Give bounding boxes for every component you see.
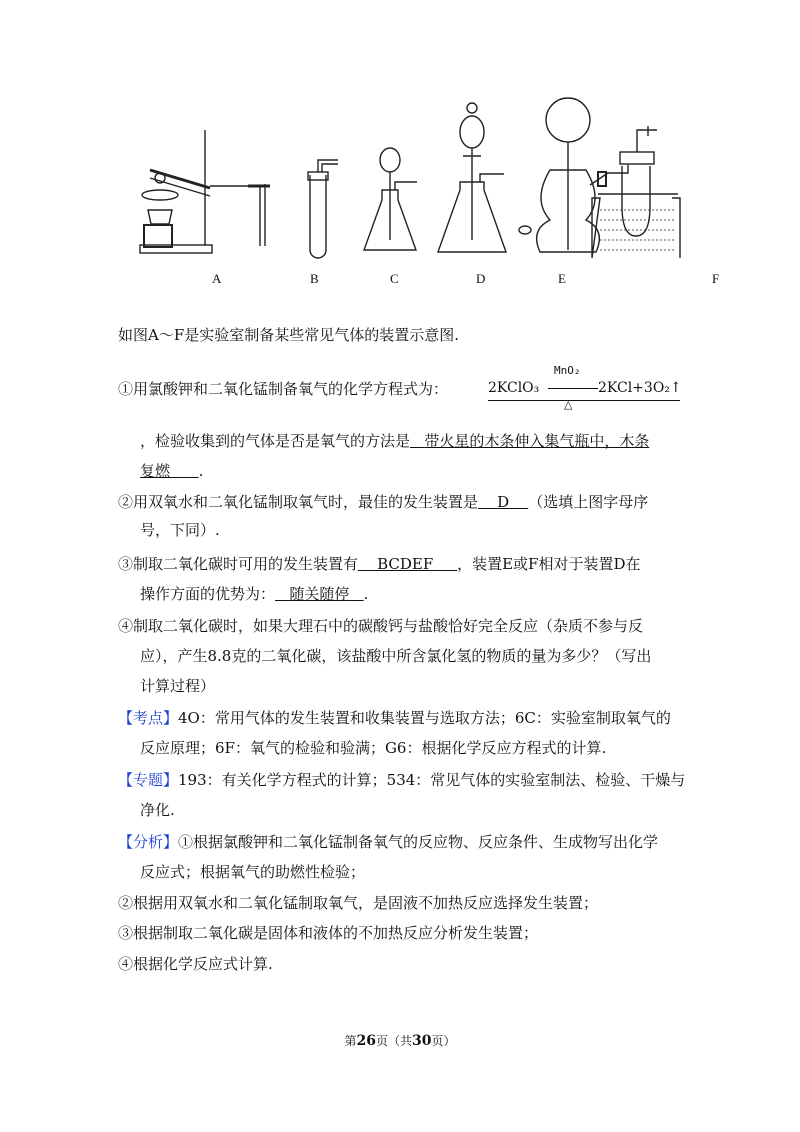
apparatus-f [592, 126, 680, 258]
eq-arrow-line [548, 388, 598, 389]
q1-prefix: ①用氯酸钾和二氧化锰制备氧气的化学方程式为： [118, 380, 449, 398]
zhuanti-line2: 净化. [140, 801, 175, 819]
fenxi-line4: ③根据制取二氧化碳是固体和液体的不加热反应分析发生装置； [118, 924, 539, 942]
q4-line3: 计算过程） [140, 677, 216, 695]
eq-underline [488, 400, 680, 401]
footer-post: 页） [431, 1034, 456, 1048]
q1-answer-cont-text: 复燃 [140, 462, 171, 480]
label-b: B [310, 271, 319, 286]
q3-answer [358, 555, 457, 573]
fenxi-line1 [118, 831, 658, 853]
q3-line2-answer-text: 随关随停 [289, 585, 350, 603]
q1-line3-suffix: . [198, 462, 204, 480]
q4-line1: ④制取二氧化碳时，如果大理石中的碳酸钙与盐酸恰好完全反应（杂质不参与反 [118, 617, 644, 635]
q2-line1 [118, 491, 648, 513]
apparatus-c [364, 148, 417, 250]
q3-line1 [118, 553, 641, 575]
footer-pre: 第 [344, 1034, 357, 1048]
fenxi-line3: ②根据用双氧水和二氧化锰制取氧气，是固液不加热反应选择发生装置； [118, 894, 599, 912]
q3-line2 [140, 583, 368, 605]
footer-mid: 页（共 [375, 1034, 412, 1048]
page-footer [0, 1032, 800, 1049]
label-e: E [558, 271, 566, 286]
zhuanti-text1: 193：有关化学方程式的计算；534：常见气体的实验室制法、检验、干燥与 [178, 771, 686, 789]
kaodian-line2: 反应原理；6F：氧气的检验和验满；G6：根据化学反应方程式的计算. [140, 739, 607, 757]
fenxi-line5: ④根据化学反应式计算. [118, 955, 273, 973]
q4-line2: 应），产生8.8克的二氧化碳，该盐酸中所含氯化氢的物质的量为多少？（写出 [140, 647, 652, 665]
q3-line2-answer [275, 585, 364, 603]
q1-answer-cont [140, 462, 199, 480]
fenxi-tag: 【分析】 [118, 833, 179, 851]
q2-line2: 号，下同）. [140, 521, 220, 539]
apparatus-figure [120, 90, 720, 290]
q2-answer [478, 493, 528, 511]
q1-answer-text: 带火星的木条伸入集气瓶中，木条 [424, 432, 650, 450]
q1-answer [410, 432, 649, 450]
apparatus-d [438, 103, 506, 252]
kaodian-text1: 4O：常用气体的发生装置和收集装置与选取方法；6C：实验室制取氧气的 [178, 709, 671, 727]
label-f: F [712, 271, 720, 286]
q1-line2-prefix: ，检验收集到的气体是否是氧气的方法是 [140, 432, 411, 450]
footer-page: 26 [356, 1033, 376, 1049]
q2-answer-text: D [497, 493, 510, 511]
q2-suffix: （选填上图字母序 [528, 493, 649, 511]
q1-line3 [140, 460, 203, 482]
q3-line2-prefix: 操作方面的优势为： [140, 585, 276, 603]
eq-catalyst: MnO₂ [554, 364, 581, 377]
label-a: A [212, 271, 222, 286]
fenxi-line2: 反应式；根据氧气的助燃性检验； [140, 863, 366, 881]
footer-total: 30 [412, 1033, 432, 1049]
zhuanti-tag: 【专题】 [118, 771, 179, 789]
eq-left: 2KClO₃ [488, 380, 540, 396]
apparatus-a [140, 130, 270, 253]
chemical-equation [488, 364, 682, 418]
q3-prefix: ③制取二氧化碳时可用的发生装置有 [118, 555, 359, 573]
kaodian-line1 [118, 707, 671, 729]
fenxi-text1: ①根据氯酸钾和二氧化锰制备氧气的反应物、反应条件、生成物写出化学 [178, 833, 659, 851]
q3-suffix: ，装置E或F相对于装置D在 [457, 555, 641, 573]
q1-line2 [140, 430, 649, 452]
apparatus-diagram [120, 90, 720, 290]
figure-caption: 如图A～F是实验室制备某些常见气体的装置示意图. [118, 326, 460, 344]
q3-answer-text: BCDEF [377, 555, 434, 573]
apparatus-b [308, 160, 338, 258]
kaodian-tag: 【考点】 [118, 709, 179, 727]
q3-line2-suffix: . [363, 585, 369, 603]
apparatus-e [519, 98, 628, 252]
eq-right: 2KCl+3O₂↑ [598, 380, 682, 396]
eq-condition: △ [564, 398, 573, 411]
label-c: C [390, 271, 399, 286]
q2-prefix: ②用双氧水和二氧化锰制取氧气时，最佳的发生装置是 [118, 493, 479, 511]
label-d: D [476, 271, 486, 286]
zhuanti-line1 [118, 769, 685, 791]
